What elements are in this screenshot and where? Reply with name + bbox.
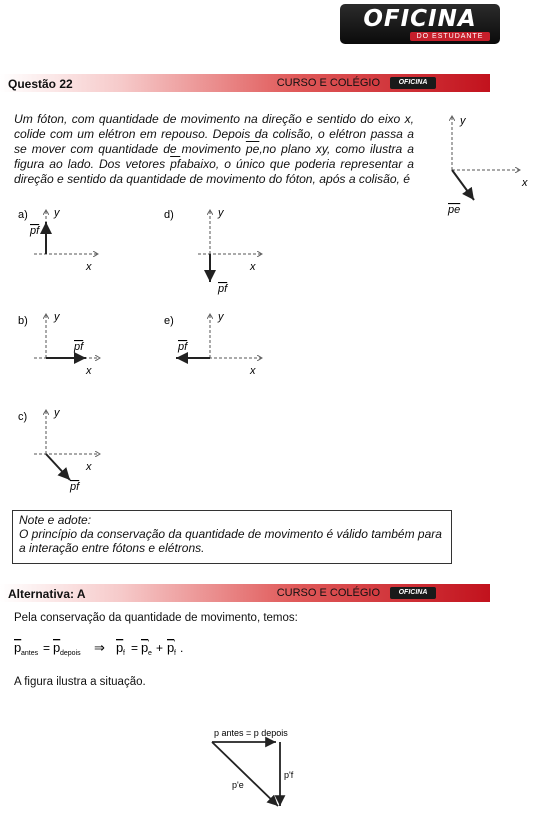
option-b-diagram: [16, 308, 126, 383]
y-label: y: [218, 311, 224, 323]
option-e-label: e): [164, 315, 174, 327]
eq-prime-f: ': [174, 640, 176, 647]
eq-dot: .: [180, 641, 184, 655]
answer-title: Alternativa: A: [8, 587, 86, 601]
pf-label: pf: [70, 481, 80, 493]
vector-pf-inline: $\overline{pf}$: [170, 157, 181, 171]
pf-arrow: [46, 454, 70, 480]
option-e-diagram: [162, 308, 272, 383]
eq-sub-f: f: [123, 650, 125, 657]
answer-course-label: CURSO E COLÉGIO: [276, 587, 380, 599]
question-part3: abaixo, o único que poderia representar a direção e sentido da quantidade de movimento do fóton, após a colisão, é: [14, 157, 415, 186]
pf-label: pf: [178, 341, 188, 353]
x-label: x: [86, 365, 92, 377]
answer-intro: Pela conservação da quantidade de movimento, temos:: [14, 612, 298, 624]
eq-p-depois: p: [53, 640, 61, 655]
pf-label: pf: [74, 341, 84, 353]
logo-subtitle: DO ESTUDANTE: [410, 32, 490, 41]
eq-sub-depois: depois: [60, 650, 81, 657]
option-d-diagram: [162, 204, 272, 299]
x-label: x: [522, 177, 528, 189]
y-label: y: [460, 115, 466, 127]
pe-prime-arrow: [212, 742, 278, 806]
y-label: y: [54, 407, 60, 419]
eq-p-antes: p: [14, 640, 22, 655]
conservation-equation: [14, 636, 214, 662]
pf-label: pf: [218, 283, 228, 295]
header-logo-tag: OFICINA: [390, 77, 436, 89]
eq-sub-f2: f: [174, 650, 176, 657]
eq-p-e-prime: p: [141, 640, 149, 655]
header-course-label: CURSO E COLÉGIO: [276, 77, 380, 89]
note-text: O princípio da conservação da quantidade de movimento é válido também para a interação entre fótons e elétrons.: [19, 527, 442, 555]
eq-equals-2: =: [131, 641, 139, 655]
y-label: y: [218, 207, 224, 219]
x-label: x: [250, 261, 256, 273]
eq-implies: ⇒: [94, 640, 105, 655]
diagram-top-label: p antes = p depois: [214, 728, 288, 738]
question-title: Questão 22: [8, 77, 73, 91]
logo-brand: OFICINA: [363, 6, 477, 32]
eq-sub-antes: antes: [21, 650, 39, 657]
question-header-bar: [0, 74, 490, 92]
x-label: x: [250, 365, 256, 377]
eq-plus: +: [156, 641, 164, 655]
eq-sub-e: e: [148, 650, 152, 657]
answer-header-bar: [0, 584, 490, 602]
diagram-pf-label: p'f: [284, 770, 294, 780]
pf-label: pf: [30, 225, 40, 237]
note-title: Note e adote:: [19, 513, 92, 527]
option-d-label: d): [164, 209, 174, 221]
option-b-label: b): [18, 315, 28, 327]
eq-equals-1: =: [43, 641, 51, 655]
vector-pe-inline: $\overline{pe}$: [245, 142, 260, 156]
y-label: y: [54, 207, 60, 219]
figure-caption: A figura ilustra a situação.: [14, 676, 146, 688]
answer-logo-tag: OFICINA: [390, 587, 436, 599]
oficina-logo: [340, 4, 500, 44]
option-c-diagram: [16, 404, 126, 496]
pe-label: pe: [448, 204, 461, 216]
note-box: [12, 510, 452, 564]
option-a-diagram: [16, 204, 126, 284]
eq-prime-e: ': [148, 640, 150, 647]
option-c-label: c): [18, 411, 28, 423]
electron-momentum-figure: [430, 108, 530, 223]
eq-p-f-prime: p: [167, 640, 175, 655]
diagram-pe-label: p'e: [232, 780, 244, 790]
question-part1: Um fóton, com quantidade de movimento na direção e sentido do eixo x, colide com um elétron em repouso. Depois da colisão, o elétron passa a se mover com quantidade de movimento: [14, 112, 414, 156]
question-part2: ,no plano xy, como ilustra a figura ao lado. Dos vetores: [14, 142, 414, 171]
pe-arrow: [452, 170, 474, 200]
option-a-label: a): [18, 209, 28, 221]
question-text: [14, 112, 414, 187]
vector-sum-diagram: [200, 722, 320, 822]
x-label: x: [86, 261, 92, 273]
x-label: x: [86, 461, 92, 473]
eq-p-f: p: [116, 640, 124, 655]
y-label: y: [54, 311, 60, 323]
